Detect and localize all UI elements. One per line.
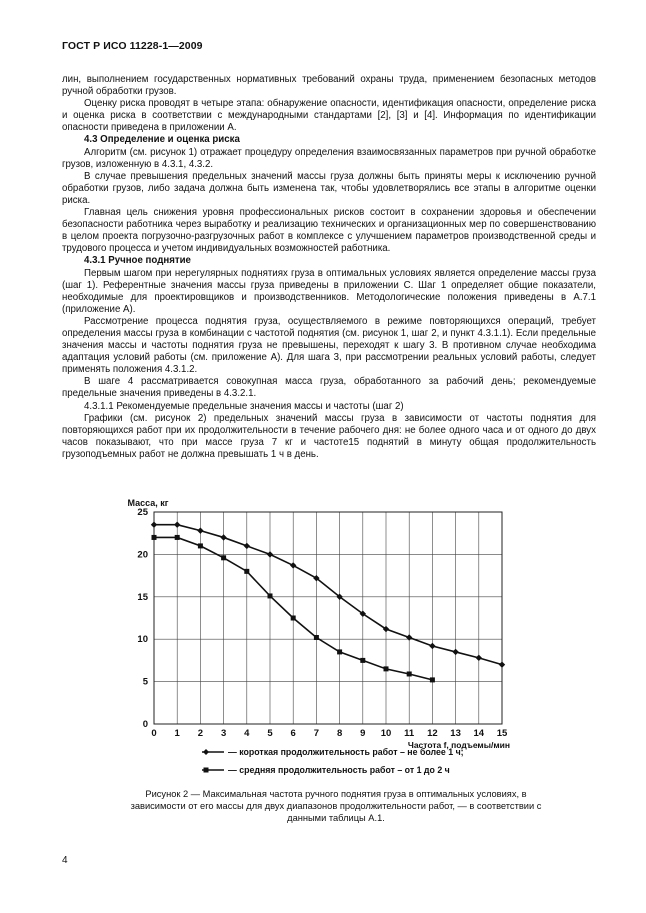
x-tick-label: 14 <box>473 728 485 739</box>
data-point-series-2 <box>152 535 157 540</box>
data-point-series-2 <box>337 649 342 654</box>
paragraph: Алгоритм (см. рисунок 1) отражает процедуру определения взаимосвязанных параметров при ручной обработке грузов, изложенную в 4.3.1, 4.3.2. <box>62 146 596 170</box>
x-tick-label: 10 <box>380 728 392 739</box>
document-body <box>62 74 596 461</box>
x-axis-label: Частота f, подъемы/мин <box>407 740 510 750</box>
data-point-series-1 <box>151 522 157 528</box>
paragraph: Оценку риска проводят в четыре этапа: обнаружение опасности, идентификация опасности, определение риска и оценка риска в соответствии с международными стандартами [2], [3] и [4]. Информация по идентификации опасности приведена в приложении А. <box>62 98 596 134</box>
y-tick-label: 25 <box>137 507 148 518</box>
x-tick-label: 6 <box>290 728 296 739</box>
series-line-1 <box>154 525 502 665</box>
data-point-series-2 <box>430 677 435 682</box>
paragraph: В шаге 4 рассматривается совокупная масса груза, обработанного за рабочий день; рекомендуемые предельные значения приведены в 4.3.2.1. <box>62 376 596 400</box>
x-tick-label: 11 <box>404 728 415 739</box>
y-tick-label: 15 <box>137 591 148 603</box>
x-tick-label: 0 <box>151 728 157 739</box>
data-point-series-1 <box>429 643 435 649</box>
data-point-series-2 <box>268 593 273 598</box>
x-tick-label: 2 <box>197 728 204 739</box>
paragraph: Графики (см. рисунок 2) предельных значений массы груза в зависимости от частоты поднятия для повторяющихся работ при их продолжительности в течение рабочего дня: не более одного часа и от одного до двух часов показывают, что при массе груза 7 кг и частоте15 поднятий в минуту общая продолжительность грузоподъемных работ не должна превышать 1 ч в день. <box>62 412 596 460</box>
data-point-series-1 <box>290 562 296 568</box>
paragraph: лин, выполнением государственных нормативных требований охраны труда, применением безопасных методов ручной обработки грузов. <box>62 74 596 98</box>
paragraph: В случае превышения предельных значений массы груза должны быть приняты меры к исключению ручной обработки грузов, либо задача должна быть изменена так, чтобы удовлетворялись все этапы в алгоритме оценки риска. <box>62 170 596 206</box>
x-tick-label: 1 <box>174 728 180 739</box>
x-tick-label: 8 <box>336 728 343 739</box>
y-axis-label: Масса, кг <box>127 498 169 508</box>
document-header-title: ГОСТ Р ИСО 11228-1—2009 <box>62 40 203 52</box>
figure-2-chart <box>62 490 596 790</box>
data-point-series-1 <box>174 522 180 528</box>
paragraph: Рассмотрение процесса поднятия груза, осуществляемого в режиме повторяющихся операций, требует определения массы груза в комбинации с частотой поднятия (см. рисунок 1, шаг 2, и пункт 4.3.1.1). Если предельные значения массы и частоты поднятия груза не превышены, переходят к шагу 3. В противном случае необходима адаптация условий работы (см. приложение А). Для шага 3, при рассмотрении реальных условий работы, следует применять положения 4.3.1.2. <box>62 315 596 376</box>
data-point-series-1 <box>220 534 226 540</box>
page-number: 4 <box>62 855 68 866</box>
data-point-series-2 <box>175 535 180 540</box>
data-point-series-1 <box>197 527 203 533</box>
subsection-heading: 4.3.1 Ручное поднятие <box>84 255 191 267</box>
y-tick-label: 0 <box>142 719 148 730</box>
section-heading: 4.3 Определение и оценка риска <box>84 134 240 146</box>
data-point-series-1 <box>452 649 458 655</box>
data-point-series-2 <box>360 658 365 663</box>
data-point-series-1 <box>244 543 250 549</box>
chart-svg <box>62 490 596 790</box>
legend-label-2: — средняя продолжительность работ – от 1 до 2 ч <box>228 765 450 775</box>
data-point-series-1 <box>499 661 505 667</box>
x-tick-label: 5 <box>267 728 273 739</box>
x-tick-label: 7 <box>313 728 320 739</box>
x-tick-label: 15 <box>496 728 508 739</box>
x-tick-label: 13 <box>450 728 461 739</box>
data-point-series-1 <box>476 655 482 661</box>
data-point-series-2 <box>384 666 389 671</box>
data-point-series-2 <box>314 635 319 640</box>
paragraph: 4.3.1.1 Рекомендуемые предельные значения массы и частоты (шаг 2) <box>84 400 404 412</box>
data-point-series-2 <box>221 555 226 560</box>
x-tick-label: 12 <box>427 728 438 739</box>
legend-marker-2 <box>204 768 209 773</box>
plot-frame <box>154 512 502 724</box>
x-tick-label: 4 <box>244 728 250 739</box>
figure-caption: Рисунок 2 — Максимальная частота ручного поднятия груза в оптимальных условиях, в зависимости от его массы для двух диапазонов продолжительности работ, — в соответствии с данными таблицы А.1. <box>130 789 542 823</box>
data-point-series-2 <box>291 616 296 621</box>
paragraph: Главная цель снижения уровня профессиональных рисков состоит в сохранении здоровья и обеспечении безопасности работника через выработку и реализацию технических и организационных мер по совершенствованию в целом проекта погрузочно-разгрузочных работ в комплексе с улучшением параметров производственной среды и трудового процесса и учетом индивидуальных возможностей работника. <box>62 207 596 255</box>
x-tick-label: 3 <box>220 728 227 739</box>
data-point-series-2 <box>244 569 249 574</box>
x-tick-label: 9 <box>360 728 366 739</box>
legend-marker-1 <box>203 749 209 755</box>
data-point-series-1 <box>267 551 273 557</box>
y-tick-label: 10 <box>137 634 148 646</box>
y-tick-label: 20 <box>137 549 148 561</box>
y-tick-label: 5 <box>142 676 148 688</box>
paragraph: Первым шагом при нерегулярных поднятиях груза в оптимальных условиях является определение массы груза (шаг 1). Референтные значения массы груза приведены в приложении С. Шаг 1 определяет общие показатели, необходимые для проектировщиков и производственников. Методологические положения приведены в А.7.1 (приложение А). <box>62 267 596 315</box>
data-point-series-2 <box>407 671 412 676</box>
data-point-series-2 <box>198 543 203 548</box>
data-point-series-1 <box>406 634 412 640</box>
legend-label-1: — короткая продолжительность работ – не более 1 ч; <box>228 747 464 757</box>
